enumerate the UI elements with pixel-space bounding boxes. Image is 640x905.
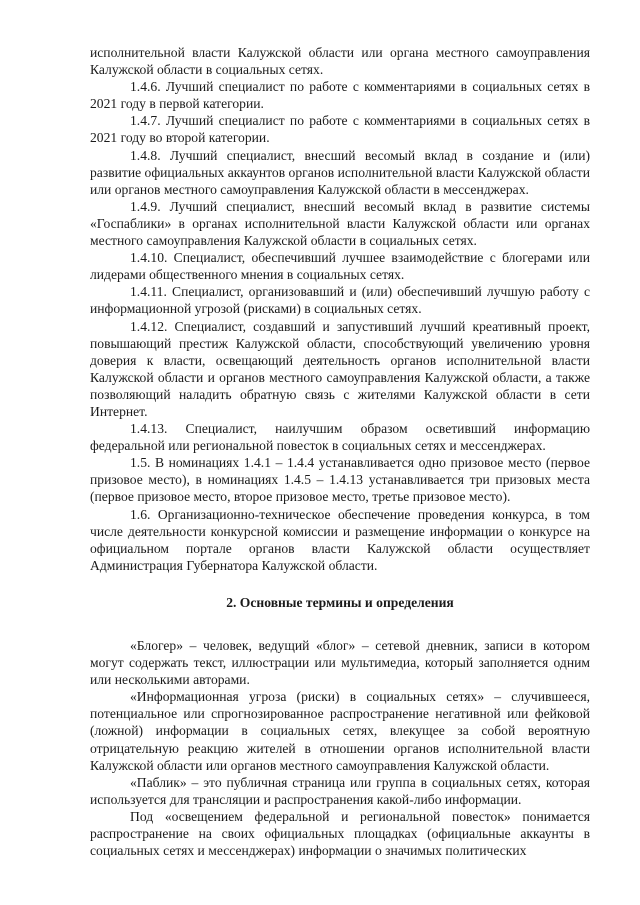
definition-blogger: «Блогер» – человек, ведущий «блог» – сетевой дневник, записи в котором могут содержать текст, иллюстрации или мультимедиа, который заполняется одним или несколькими авторами.	[90, 638, 590, 688]
paragraph-1-4-6: 1.4.6. Лучший специалист по работе с комментариями в социальных сетях в 2021 году в первой категории.	[90, 79, 590, 112]
paragraph-1-4-11: 1.4.11. Специалист, организовавший и (или) обеспечивший лучшую работу с информационной угрозой (рисками) в социальных сетях.	[90, 284, 590, 317]
paragraph-1-4-10: 1.4.10. Специалист, обеспечивший лучшее взаимодействие с блогерами или лидерами общественного мнения в социальных сетях.	[90, 250, 590, 283]
paragraph-1-4-13: 1.4.13. Специалист, наилучшим образом осветивший информацию федеральной или региональной повесток в социальных сетях и мессенджерах.	[90, 421, 590, 454]
paragraph-1-4-9: 1.4.9. Лучший специалист, внесший весомый вклад в развитие системы «Госпаблики» в органах исполнительной власти Калужской области или органах местного самоуправления Калужской области в социальных сетях.	[90, 198, 590, 249]
definition-public-page: «Паблик» – это публичная страница или группа в социальных сетях, которая используется для трансляции и распространения какой-либо информации.	[90, 774, 590, 807]
paragraph-1-4-8: 1.4.8. Лучший специалист, внесший весомый вклад в создание и (или) развитие официальных аккаунтов органов исполнительной власти Калужской области или органов местного самоуправления Калужской области в мессенджерах.	[90, 147, 591, 197]
paragraph-1-4-12: 1.4.12. Специалист, создавший и запустивший лучший креативный проект, повышающий престиж Калужской области, способствующий увеличению уровня доверия к власти, освещающий деятельность органов исполнительной власти Калужской области и органов местного самоуправления Калужской области, а также позволяющий наладить обратную связь с жителями Калужской области в сети Интернет.	[90, 318, 590, 419]
section-heading: 2. Основные термины и определения	[226, 594, 454, 610]
paragraph-1-5: 1.5. В номинациях 1.4.1 – 1.4.4 устанавливается одно призовое место (первое призовое место), в номинациях 1.4.5 – 1.4.13 устанавливается три призовых места (первое призовое место, второе призовое место, третье призовое место).	[90, 455, 590, 505]
paragraph-1-6: 1.6. Организационно-техническое обеспечение проведения конкурса, в том числе деятельности конкурсной комиссии и размещение информации о конкурсе на официальном портале органов власти Калужской области осуществляет Администрация Губернатора Калужской области.	[90, 506, 590, 573]
paragraph-1-4-7: 1.4.7. Лучший специалист по работе с комментариями в социальных сетях в 2021 году во второй категории.	[90, 113, 590, 146]
paragraph-continuation: исполнительной власти Калужской области или органа местного самоуправления Калужской области в социальных сетях.	[90, 45, 590, 78]
definition-agenda-coverage: Под «освещением федеральной и региональной повесток» понимается распространение на своих официальных площадках (официальные аккаунты в социальных сетях и мессенджерах) информации о значимых политических	[90, 808, 590, 859]
definition-information-threat: «Информационная угроза (риски) в социальных сетях» – случившееся, потенциальное или спрогнозированное распространение негативной или фейковой (ложной) информации в социальных сетях, влекущее за собой вероятную отрицательную реакцию жителей в отношении органов исполнительной власти Калужской области или органов местного самоуправления Калужской области.	[90, 689, 590, 773]
document-page	[90, 44, 590, 859]
